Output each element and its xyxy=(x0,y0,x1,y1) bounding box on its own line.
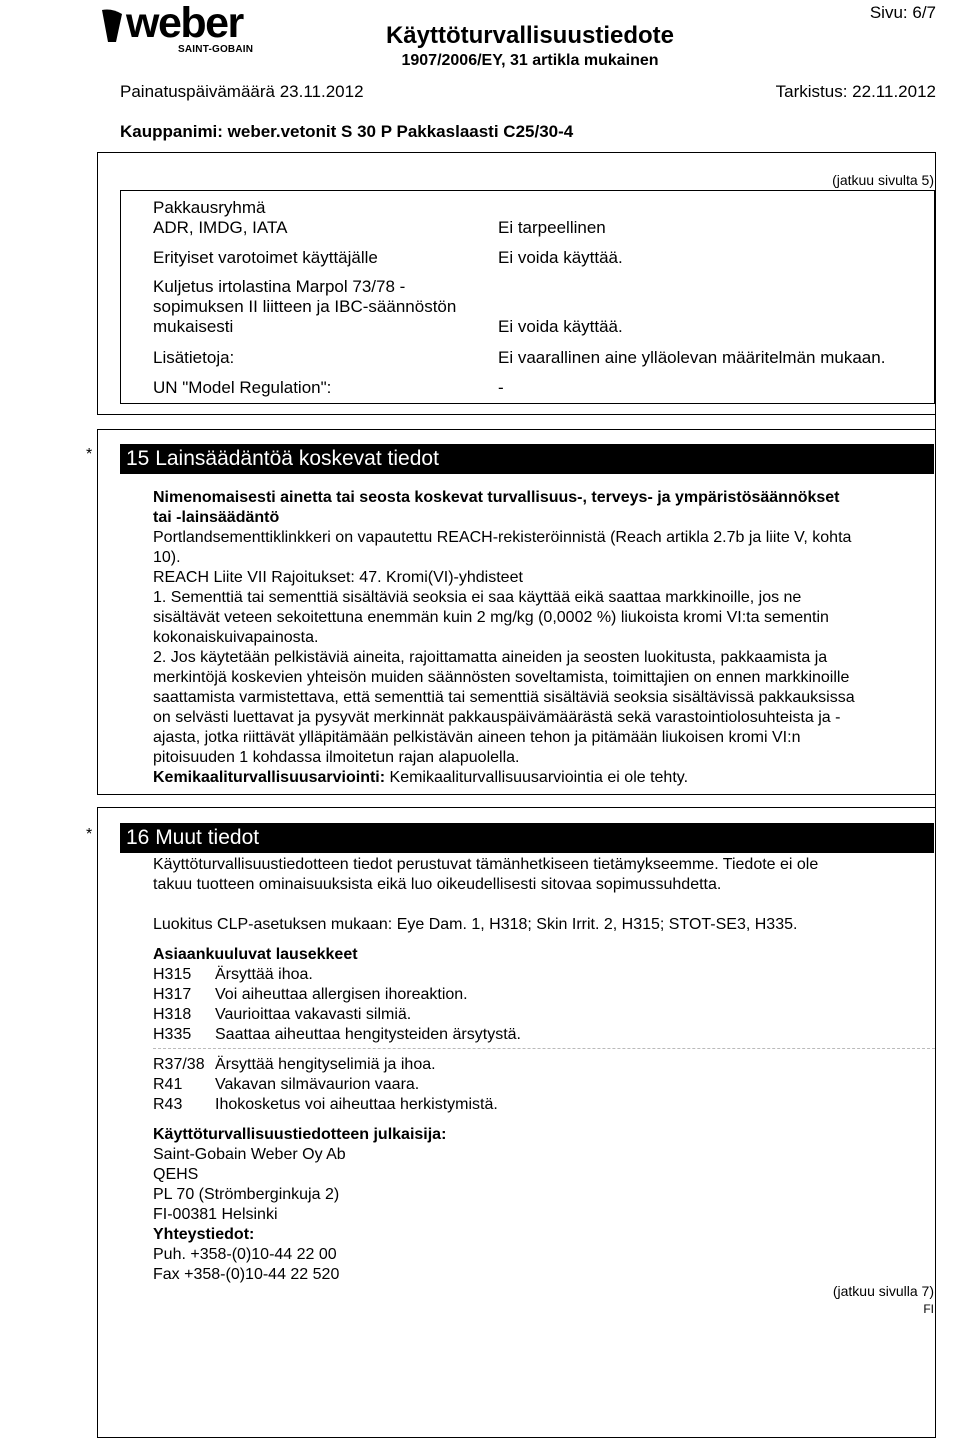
row-label: Pakkausryhmä xyxy=(153,198,266,217)
row-value: Ei voida käyttää. xyxy=(498,248,623,267)
paragraph: sisältävät veteen sekoitettuna enemmän kuin 2 mg/kg (0,0002 %) liukoista kromi VI:ta sementin xyxy=(153,609,829,626)
paragraph: Käyttöturvallisuustiedotteen tiedot perustuvat tämänhetkiseen tietämykseemme. Tiedote ei ole xyxy=(153,856,819,873)
paragraph: saattamista varmistettava, että sementtiä tai sementtiä sisältäviä seoksia sisältävissä pakkauksissa xyxy=(153,689,855,706)
row-label: mukaisesti xyxy=(153,317,234,336)
row-label: UN "Model Regulation": xyxy=(153,378,332,397)
paragraph: 1. Sementtiä tai sementtiä sisältäviä seoksia ei saa käyttää eikä saattaa markkinoille, jos ne xyxy=(153,589,802,606)
section-gap xyxy=(97,414,935,430)
section-gap xyxy=(97,794,935,808)
chemical-safety-assessment xyxy=(153,768,938,788)
logo-wordmark: weber xyxy=(126,0,243,47)
phrase-text: Vaurioittaa vakavasti silmiä. xyxy=(215,1006,412,1023)
phrase-code: H315 xyxy=(153,966,192,983)
paragraph: kokonaiskuivapainosta. xyxy=(153,629,319,646)
section-16-intro xyxy=(153,855,938,895)
contact-line: Puh. +358-(0)10-44 22 00 xyxy=(153,1246,337,1263)
paragraph: REACH Liite VII Rajoitukset: 47. Kromi(VI)-yhdisteet xyxy=(153,569,523,586)
document-title: Käyttöturvallisuustiedote xyxy=(385,22,675,49)
paragraph: 10). xyxy=(153,549,181,566)
list-item xyxy=(153,1005,521,1025)
paragraph: merkintöjä koskevien yhteisön muiden säännösten soveltamista, toimittajien on ennen markkinoille xyxy=(153,669,850,686)
phrase-code: R37/38 xyxy=(153,1056,205,1073)
paragraph: ajasta, jotka riittävät ylläpitämään pelkistävän aineen tehon ja pitämään liukoisen kromi VI:n xyxy=(153,729,801,746)
phrase-code: H318 xyxy=(153,1006,192,1023)
contact-heading: Yhteystiedot: xyxy=(153,1226,255,1243)
phrases-heading: Asiaankuuluvat lausekkeet xyxy=(153,946,358,963)
phrase-code: H335 xyxy=(153,1026,192,1043)
subheading: tai -lainsäädäntö xyxy=(153,509,280,526)
phrase-code: H317 xyxy=(153,986,192,1003)
phrase-text: Ihokosketus voi aiheuttaa herkistymistä. xyxy=(215,1096,498,1113)
continued-from-note: (jatkuu sivulta 5) xyxy=(832,172,934,188)
change-marker: * xyxy=(86,446,93,463)
list-item xyxy=(153,1075,498,1095)
page-number: Sivu: 6/7 xyxy=(869,3,936,22)
publisher-line: FI-00381 Helsinki xyxy=(153,1206,278,1223)
row-value: Ei vaarallinen aine ylläolevan määritelmän mukaan. xyxy=(498,348,886,367)
paragraph: takuu tuotteen ominaisuuksista eikä luo oikeudellisesti sitovaa sopimussuhdetta. xyxy=(153,876,722,893)
section-16-heading: 16 Muut tiedot xyxy=(120,823,934,853)
row-label: Kuljetus irtolastina Marpol 73/78 - xyxy=(153,277,406,296)
section-15-body xyxy=(153,488,938,788)
clp-classification: Luokitus CLP-asetuksen mukaan: Eye Dam. 1, H318; Skin Irrit. 2, H315; STOT-SE3, H335. xyxy=(153,916,798,933)
row-label: sopimuksen II liitteen ja IBC-säännöstön xyxy=(153,297,457,316)
row-value: - xyxy=(498,378,504,397)
h-phrase-list xyxy=(153,965,521,1045)
paragraph: on selvästi luettavat ja pysyvät merkinnät pakkauspäivämäärästä sekä varastointiolosuhteista ja - xyxy=(153,709,841,726)
subheading: Nimenomaisesti ainetta tai seosta koskevat turvallisuus-, terveys- ja ympäristösäännökset xyxy=(153,489,840,506)
row-value: Ei tarpeellinen xyxy=(498,218,606,237)
phrase-code: R43 xyxy=(153,1096,183,1113)
trade-name: Kauppanimi: weber.vetonit S 30 P Pakkaslaasti C25/30-4 xyxy=(120,122,574,141)
list-item xyxy=(153,1025,521,1045)
paragraph: 2. Jos käytetään pelkistäviä aineita, rajoittamatta aineiden ja seosten luokitusta, pakkaamista ja xyxy=(153,649,828,666)
list-item xyxy=(153,965,521,985)
publisher-line: QEHS xyxy=(153,1166,199,1183)
list-item xyxy=(153,985,521,1005)
paragraph: Portlandsementtiklinkkeri on vapautettu REACH-rekisteröinnistä (Reach artikla 2.7b ja liite V, kohta xyxy=(153,529,852,546)
row-label: ADR, IMDG, IATA xyxy=(153,218,288,237)
contact-line: Fax +358-(0)10-44 22 520 xyxy=(153,1266,340,1283)
r-phrase-list xyxy=(153,1055,498,1115)
phrase-text: Voi aiheuttaa allergisen ihoreaktion. xyxy=(215,986,468,1003)
revision-date: Tarkistus: 22.11.2012 xyxy=(775,82,936,101)
row-label: Erityiset varotoimet käyttäjälle xyxy=(153,248,378,267)
country-code: FI xyxy=(923,1302,934,1316)
list-item xyxy=(153,1055,498,1075)
publisher-heading: Käyttöturvallisuustiedotteen julkaisija: xyxy=(153,1126,447,1143)
publisher-block xyxy=(153,1125,446,1285)
row-value: Ei voida käyttää. xyxy=(498,317,623,336)
change-marker: * xyxy=(86,826,93,843)
continues-to-note: (jatkuu sivulla 7) xyxy=(832,1283,934,1299)
assessment-text: Kemikaaliturvallisuusarviointia ei ole tehty. xyxy=(385,769,689,786)
row-label: Lisätietoja: xyxy=(153,348,235,367)
phrase-code: R41 xyxy=(153,1076,183,1093)
phrase-text: Vakavan silmävaurion vaara. xyxy=(215,1076,420,1093)
weber-logo xyxy=(102,0,254,55)
phrase-text: Ärsyttää hengityselimiä ja ihoa. xyxy=(215,1056,436,1073)
publisher-line: Saint-Gobain Weber Oy Ab xyxy=(153,1146,346,1163)
dotted-divider xyxy=(153,1048,935,1049)
document-subtitle: 1907/2006/EY, 31 artikla mukainen xyxy=(401,52,659,69)
paragraph: pitoisuuden 1 kohdassa ilmoitetun rajan alapuolella. xyxy=(153,749,520,766)
logo-subtext: SAINT-GOBAIN xyxy=(178,44,254,55)
phrase-text: Ärsyttää ihoa. xyxy=(215,966,313,983)
phrase-text: Saattaa aiheuttaa hengitysteiden ärsytystä. xyxy=(215,1026,521,1043)
assessment-label: Kemikaaliturvallisuusarviointi: xyxy=(153,769,386,786)
list-item xyxy=(153,1095,498,1115)
publisher-line: PL 70 (Strömberginkuja 2) xyxy=(153,1186,340,1203)
print-date: Painatuspäivämäärä 23.11.2012 xyxy=(120,82,364,101)
section-15-heading: 15 Lainsäädäntöä koskevat tiedot xyxy=(120,444,934,474)
